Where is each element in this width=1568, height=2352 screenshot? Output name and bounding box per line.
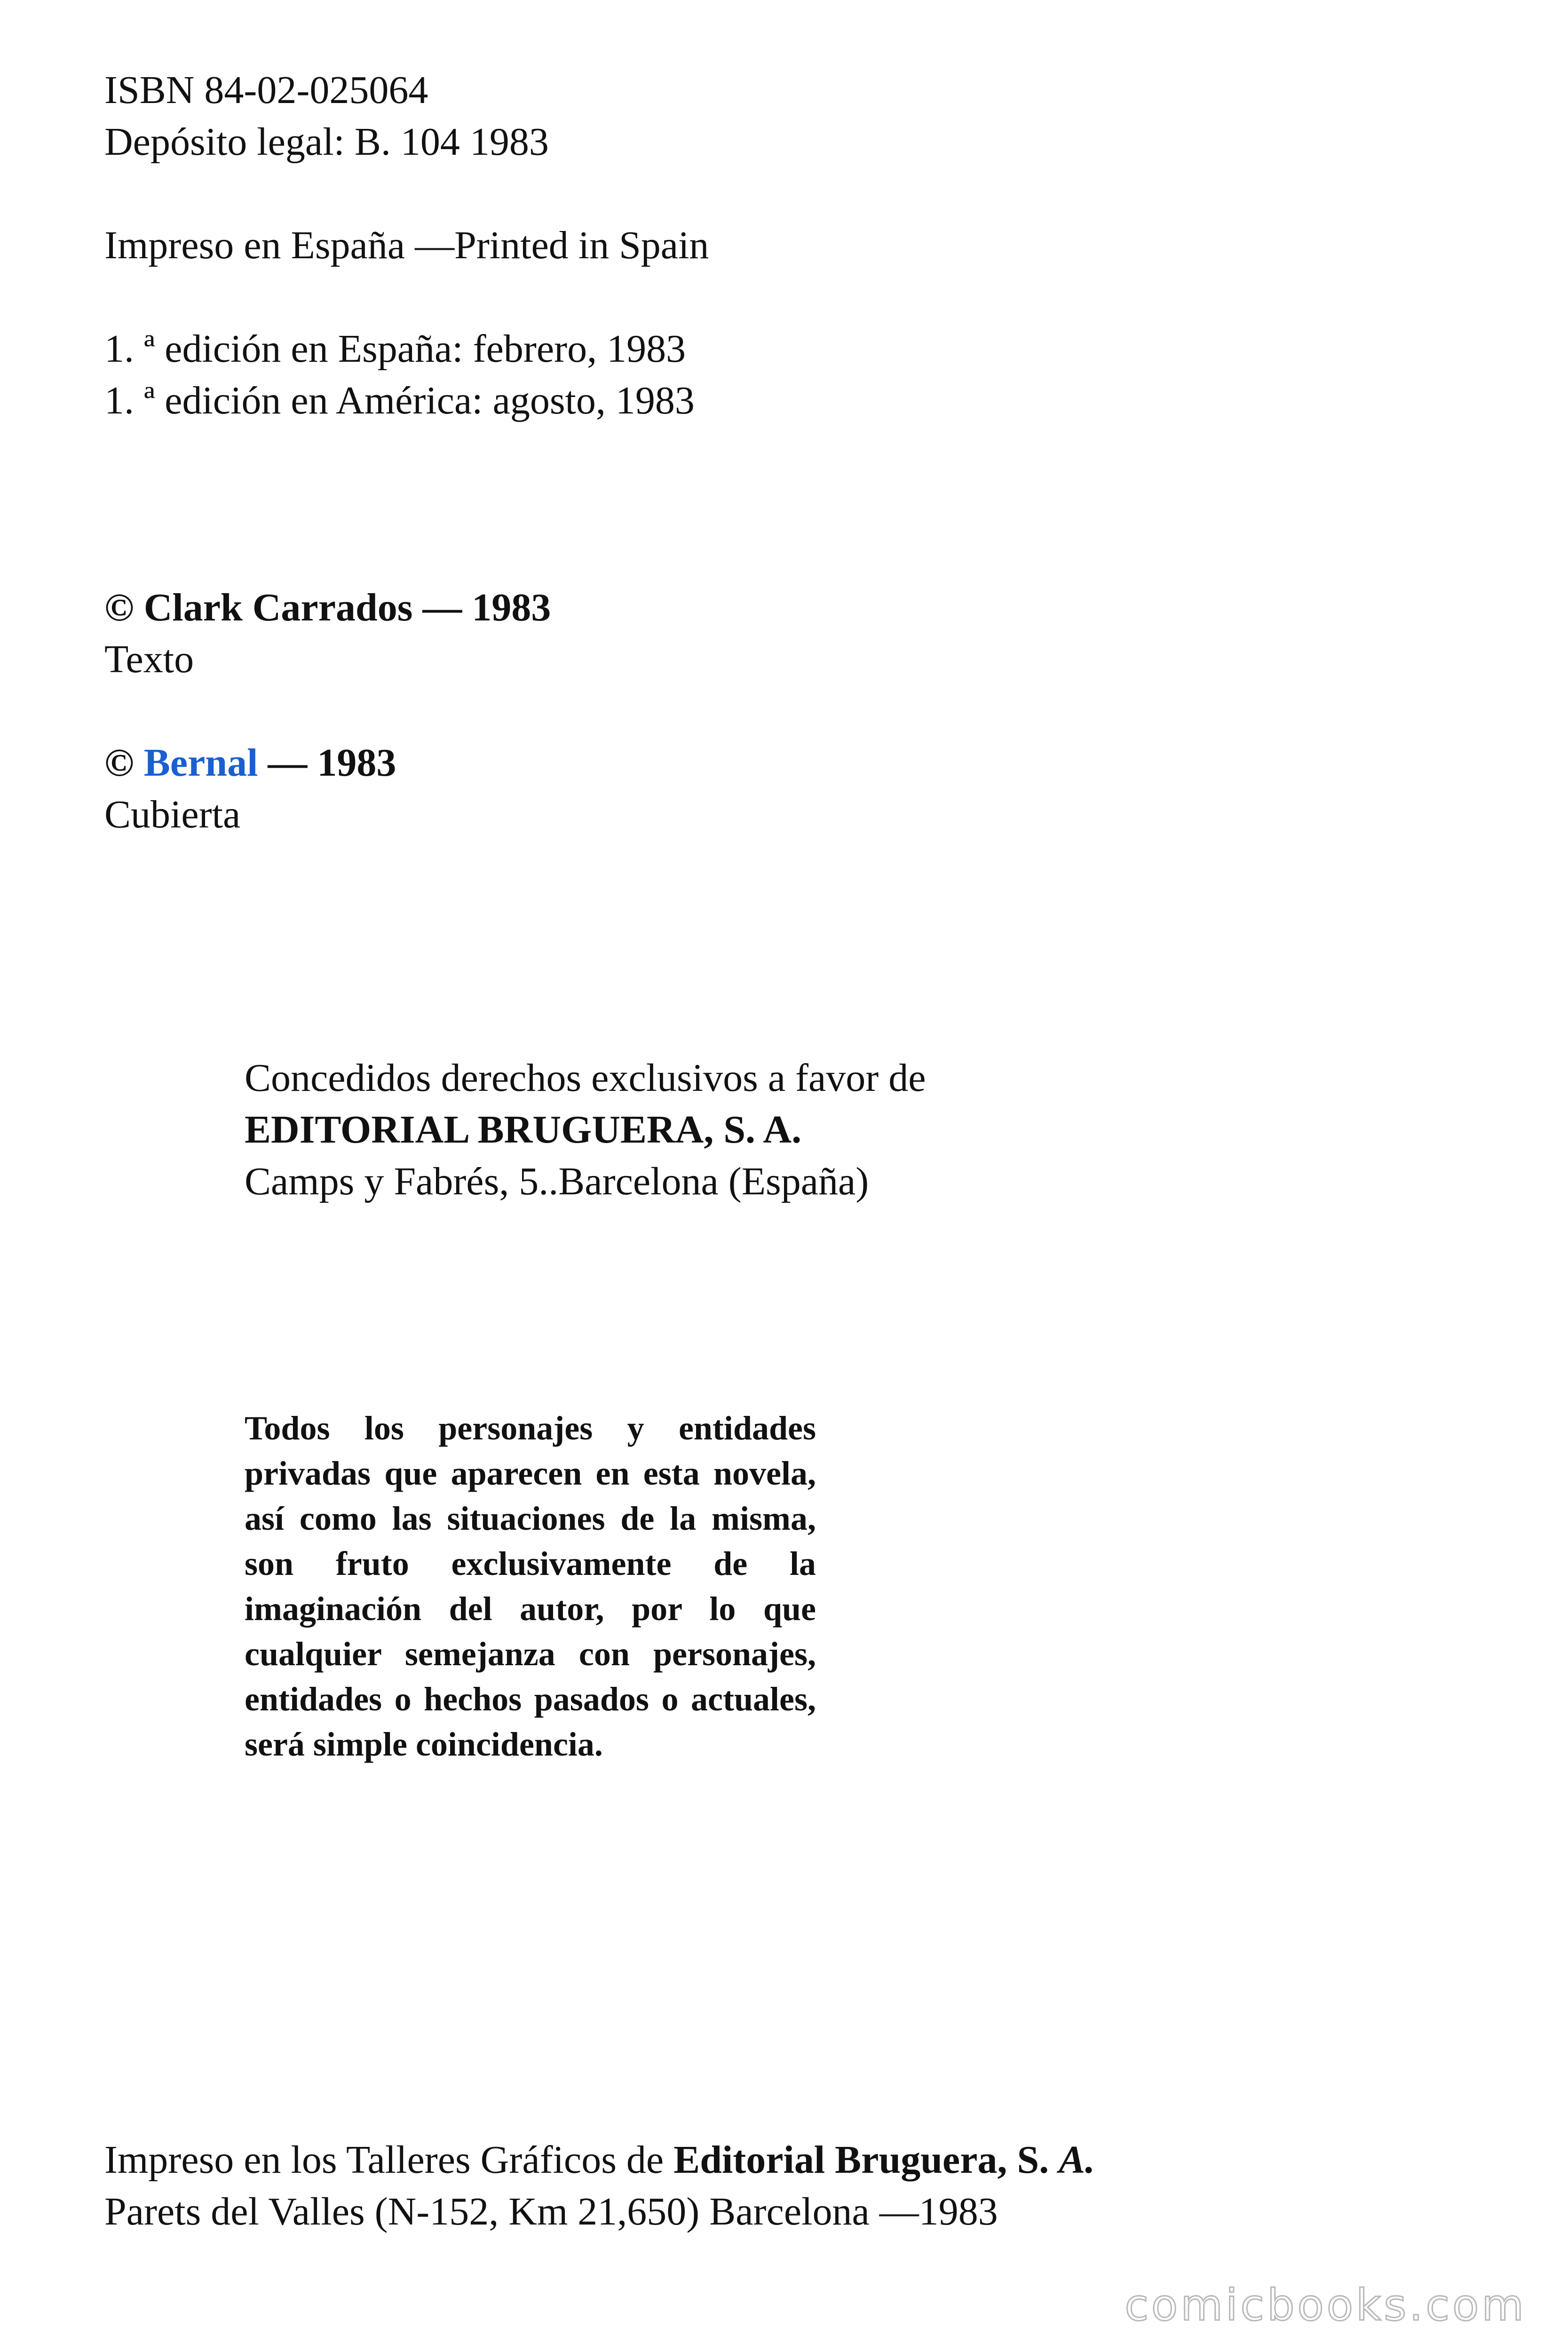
printer-prefix: Impreso en los Talleres Gráficos de: [104, 2138, 674, 2182]
rights-publisher-address: Camps y Fabrés, 5..Barcelona (España): [245, 1160, 869, 1203]
copyright-cover-prefix: ©: [104, 741, 144, 785]
edition-spain-line: 1. ª edición en España: febrero, 1983: [104, 327, 686, 371]
copyright-text-author: © Clark Carrados — 1983: [104, 586, 551, 629]
copyright-cover-artist: [104, 743, 396, 783]
printer-publisher-end: A.: [1059, 2138, 1095, 2182]
printer-line: [104, 2140, 1095, 2180]
printer-publisher: Editorial Bruguera, S.: [673, 2138, 1059, 2182]
edition-america-line: 1. ª edición en América: agosto, 1983: [104, 379, 695, 422]
watermark-logo: comicbooks.com: [1125, 2280, 1527, 2330]
copyright-cover-role: Cubierta: [104, 793, 241, 836]
isbn-line: ISBN 84-02-025064: [104, 68, 428, 112]
deposito-legal-line: Depósito legal: B. 104 1983: [104, 120, 549, 164]
printed-in-spain-line: Impreso en España —Printed in Spain: [104, 223, 709, 267]
cover-artist-link[interactable]: Bernal: [143, 741, 258, 785]
rights-granted-line: Concedidos derechos exclusivos a favor de: [245, 1056, 926, 1100]
copyright-text-role: Texto: [104, 637, 194, 681]
copyright-cover-suffix: — 1983: [258, 741, 396, 785]
rights-publisher-name: EDITORIAL BRUGUERA, S. A.: [245, 1108, 802, 1152]
fiction-disclaimer: Todos los personajes y entidades privadas que aparecen en esta novela, así como las situaciones de la misma, son fruto exclusivamente de la imaginación del autor, por lo que cualquier semejanza con personajes, entidades o hechos pasados o actuales, será simple coincidencia.: [245, 1409, 816, 1763]
printer-address: Parets del Valles (N-152, Km 21,650) Barcelona —1983: [104, 2190, 998, 2233]
